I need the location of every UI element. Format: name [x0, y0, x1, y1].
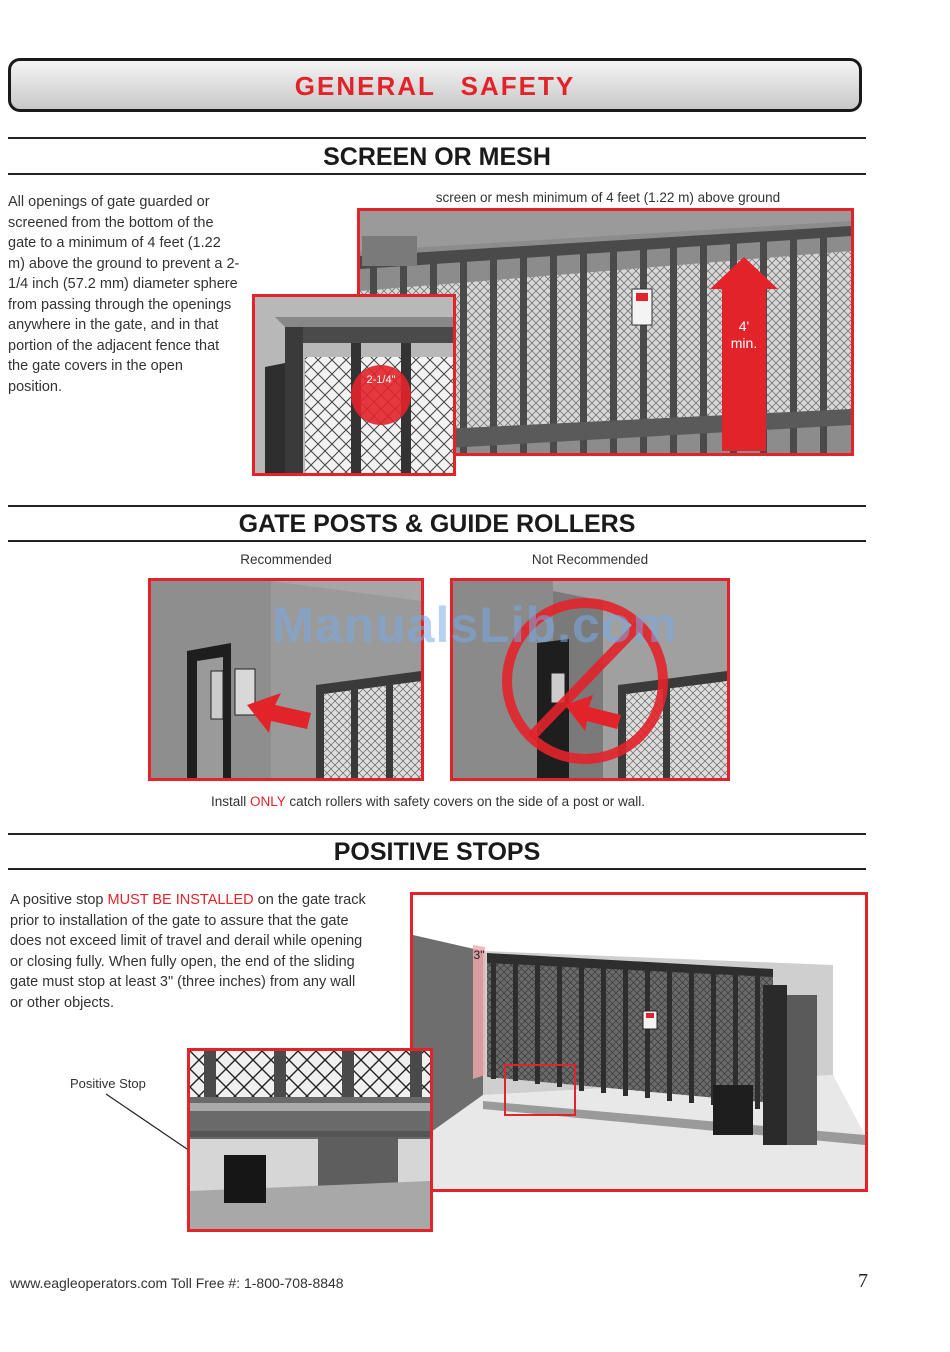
height-label-bottom: min. [730, 335, 758, 351]
divider [8, 540, 866, 542]
positive-stop-callout: Positive Stop [70, 1076, 146, 1091]
sphere-label: 2-1/4" [366, 374, 396, 386]
page-number: 7 [858, 1270, 868, 1292]
divider [8, 173, 866, 175]
label-not-recommended: Not Recommended [531, 552, 649, 567]
sliding-gate-illustration [410, 892, 868, 1192]
section-title-positive-stops: POSITIVE STOPS [333, 838, 541, 866]
footer-contact: www.eagleoperators.com Toll Free #: 1-800-708-8848 [10, 1275, 344, 1291]
gap-label: 3" [473, 948, 485, 962]
watermark: ManualsLib.com [272, 597, 678, 653]
screen-mesh-caption: screen or mesh minimum of 4 feet (1.22 m) above ground [435, 190, 781, 205]
positive-stop-inset-illustration [187, 1048, 433, 1232]
section-title-gate-posts: GATE POSTS & GUIDE ROLLERS [238, 510, 636, 538]
emphasis-must-be-installed: MUST BE INSTALLED [107, 892, 254, 908]
divider [8, 505, 866, 507]
height-label-top: 4' [738, 318, 750, 334]
divider [8, 833, 866, 835]
section-title-screen-mesh: SCREEN OR MESH [323, 143, 551, 171]
screen-mesh-paragraph: All openings of gate guarded or screened from the bottom of the gate to a minimum of 4 feet (1.22 m) above the ground to prevent a 2-1/4 inch (57.2 mm) diameter sphere from passing through the openings anywhere in the gate, and in that portion of the adjacent fence that the gate covers in the open position. [8, 194, 240, 395]
gate-posts-note: Install ONLY catch rollers with safety covers on the side of a post or wall. [211, 794, 645, 809]
page-title: GENERAL SAFETY [294, 71, 576, 101]
sphere-inset-illustration [252, 294, 456, 476]
divider [8, 868, 866, 870]
emphasis-only: ONLY [250, 794, 286, 809]
positive-stops-paragraph: A positive stop MUST BE INSTALLED on the gate track prior to installation of the gate to assure that the gate does not exceed limit of travel and derail while opening or closing fully. When fully open, the end of the sliding gate must stop at least 3" (three inches) from any wall or other objects. [10, 892, 366, 1011]
divider [8, 137, 866, 139]
section-banner [8, 58, 862, 112]
label-recommended: Recommended [240, 552, 332, 567]
